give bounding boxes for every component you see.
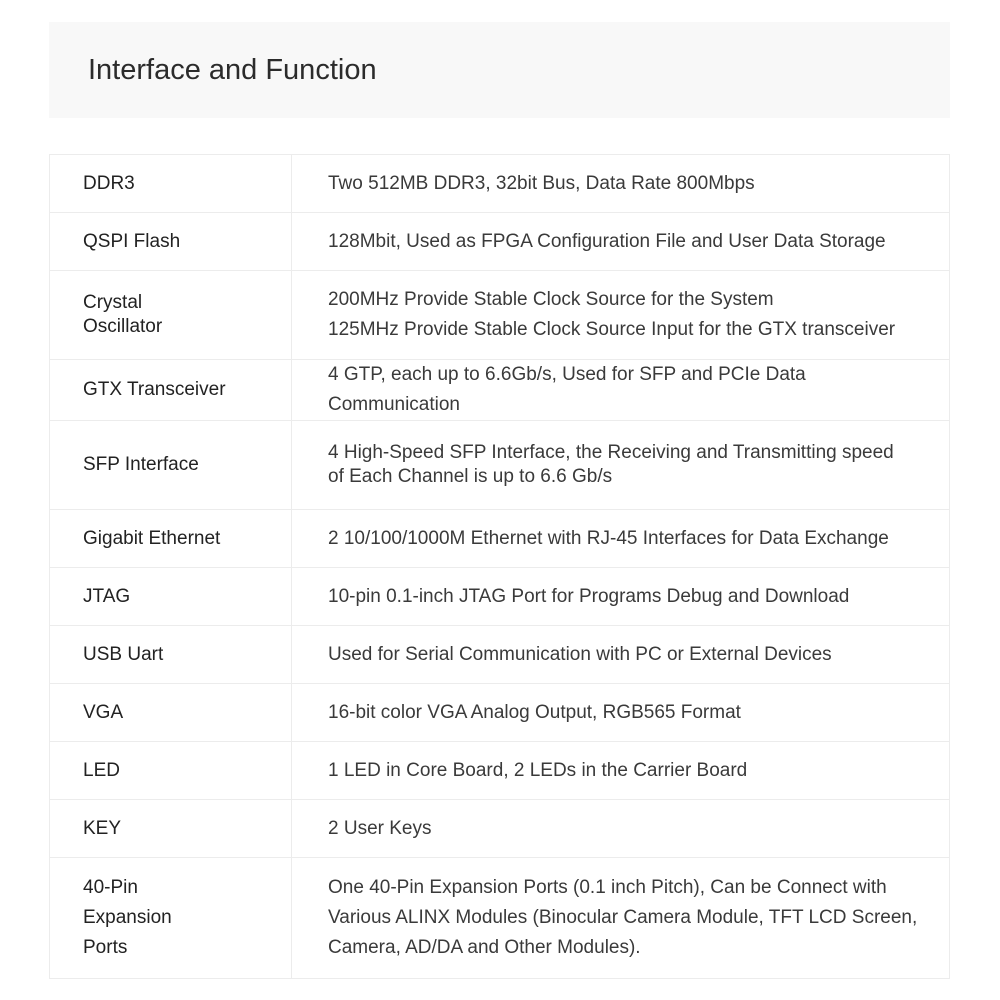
row-name-sfp-interface	[50, 421, 292, 510]
row-name-line: LED	[83, 759, 120, 781]
row-value-40-pin-expansion-ports	[292, 858, 950, 979]
section-title: Interface and Function	[88, 54, 377, 86]
row-value-line: 1 LED in Core Board, 2 LEDs in the Carrier Board	[328, 759, 748, 781]
table-row	[50, 800, 950, 858]
row-value-jtag	[292, 568, 950, 626]
table-row	[50, 421, 950, 510]
row-value-gigabit-ethernet	[292, 510, 950, 568]
row-value-line: One 40-Pin Expansion Ports (0.1 inch Pitch), Can be Connect with	[328, 877, 887, 898]
row-value-line: 128Mbit, Used as FPGA Configuration File and User Data Storage	[328, 230, 886, 252]
row-name-line: Ports	[83, 937, 128, 958]
table-row	[50, 568, 950, 626]
row-value-sfp-interface	[292, 421, 950, 510]
table-row	[50, 858, 950, 979]
row-name-line: Expansion	[83, 907, 172, 928]
row-name-gigabit-ethernet	[50, 510, 292, 568]
row-value-line: Camera, AD/DA and Other Modules).	[328, 937, 641, 958]
row-name-line: KEY	[83, 817, 122, 839]
row-name-jtag	[50, 568, 292, 626]
row-value-line: 16-bit color VGA Analog Output, RGB565 Format	[328, 701, 741, 723]
row-value-gtx-transceiver	[292, 360, 950, 421]
row-name-line: Oscillator	[83, 316, 163, 337]
row-value-key	[292, 800, 950, 858]
table-row	[50, 213, 950, 271]
row-value-line: 2 User Keys	[328, 817, 432, 839]
row-name-crystal-oscillator	[50, 271, 292, 360]
row-name-line: Gigabit Ethernet	[83, 527, 221, 549]
row-value-line: 2 10/100/1000M Ethernet with RJ-45 Interfaces for Data Exchange	[328, 527, 889, 549]
table-row	[50, 271, 950, 360]
table-row	[50, 510, 950, 568]
row-name-qspi-flash	[50, 213, 292, 271]
row-name-line: GTX Transceiver	[83, 379, 226, 400]
table-row	[50, 155, 950, 213]
table-row	[50, 360, 950, 421]
row-value-line: 10-pin 0.1-inch JTAG Port for Programs Debug and Download	[328, 585, 850, 607]
row-name-40-pin-expansion-ports	[50, 858, 292, 979]
row-value-line: of Each Channel is up to 6.6 Gb/s	[328, 466, 613, 487]
row-value-line: Two 512MB DDR3, 32bit Bus, Data Rate 800Mbps	[328, 172, 755, 194]
row-name-line: Crystal	[83, 292, 143, 313]
table-row	[50, 626, 950, 684]
row-value-qspi-flash	[292, 213, 950, 271]
row-name-line: QSPI Flash	[83, 230, 181, 252]
row-name-line: USB Uart	[83, 643, 164, 665]
row-value-line: 200MHz Provide Stable Clock Source for the System	[328, 289, 774, 310]
row-value-ddr3	[292, 155, 950, 213]
section-header	[49, 22, 950, 118]
row-value-line: 125MHz Provide Stable Clock Source Input for the GTX transceiver	[328, 319, 896, 340]
row-name-led	[50, 742, 292, 800]
row-name-line: SFP Interface	[83, 454, 199, 475]
row-value-led	[292, 742, 950, 800]
row-name-line: 40-Pin	[83, 877, 138, 898]
row-name-vga	[50, 684, 292, 742]
row-name-usb-uart	[50, 626, 292, 684]
row-name-line: VGA	[83, 701, 124, 723]
row-value-line: Used for Serial Communication with PC or External Devices	[328, 643, 832, 665]
row-value-line: Various ALINX Modules (Binocular Camera Module, TFT LCD Screen,	[328, 907, 918, 928]
row-value-crystal-oscillator	[292, 271, 950, 360]
row-name-line: DDR3	[83, 172, 135, 194]
row-name-line: JTAG	[83, 585, 131, 607]
table-row	[50, 742, 950, 800]
row-name-ddr3	[50, 155, 292, 213]
spec-table	[49, 154, 950, 979]
row-name-gtx-transceiver	[50, 360, 292, 421]
row-value-line: 4 High-Speed SFP Interface, the Receiving and Transmitting speed	[328, 442, 894, 463]
table-row	[50, 684, 950, 742]
row-value-line: 4 GTP, each up to 6.6Gb/s, Used for SFP and PCIe Data Communication	[328, 364, 806, 415]
row-value-vga	[292, 684, 950, 742]
row-value-usb-uart	[292, 626, 950, 684]
row-name-key	[50, 800, 292, 858]
